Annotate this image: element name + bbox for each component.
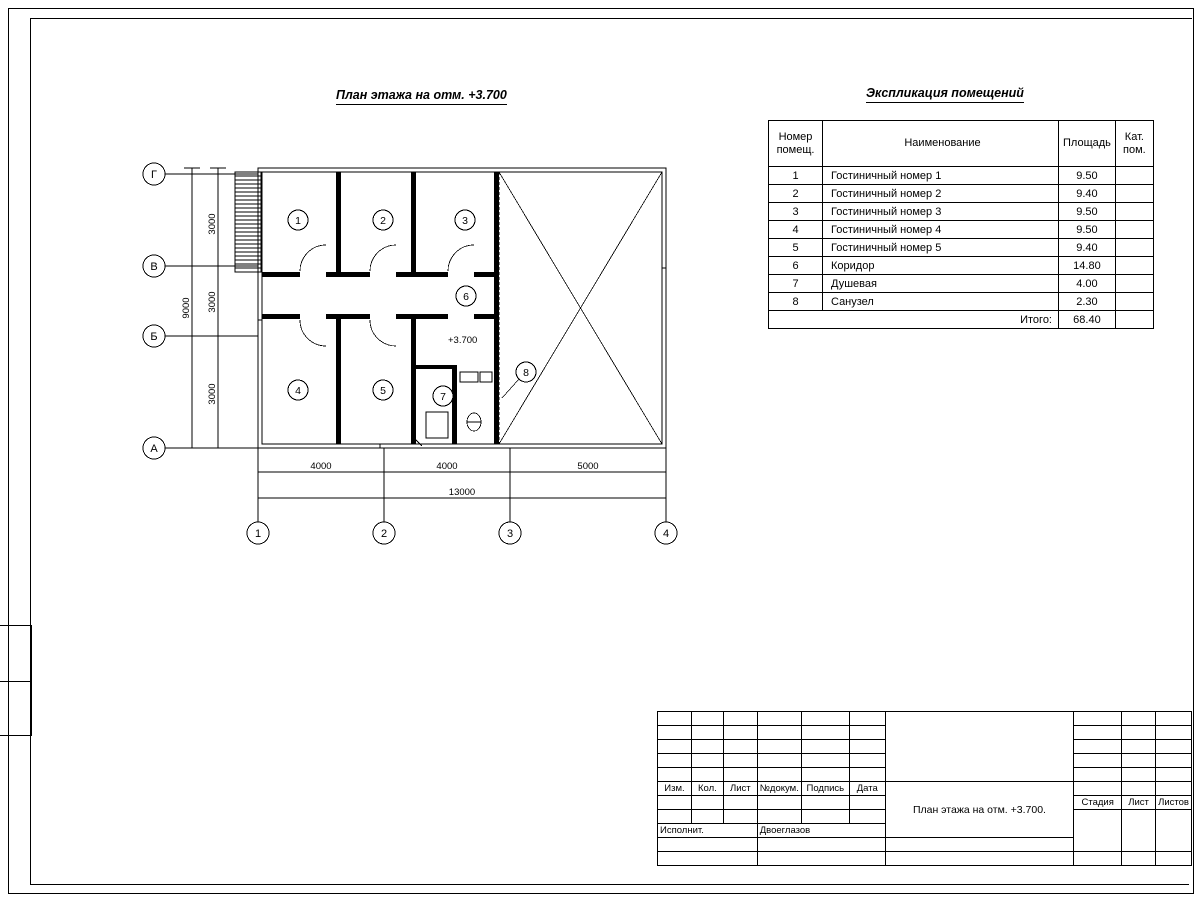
stamp-cell xyxy=(1074,712,1122,726)
door-swings xyxy=(300,245,474,346)
stamp-cell xyxy=(1156,768,1192,782)
room-bubble-5 xyxy=(373,380,393,400)
cell-category xyxy=(1115,275,1153,293)
stamp-cell xyxy=(801,726,849,740)
stamp-cell xyxy=(849,754,885,768)
stamp-cell xyxy=(723,712,757,726)
stamp-col-data: Дата xyxy=(849,782,885,796)
stamp-cell xyxy=(1122,852,1156,866)
table-row xyxy=(769,275,1154,293)
sheet-frame-top-line xyxy=(30,18,1192,19)
table-header-row xyxy=(769,121,1154,167)
cell-number: 1 xyxy=(769,167,823,185)
stamp-cell xyxy=(801,754,849,768)
cell-area: 2.30 xyxy=(1059,293,1116,311)
header-category-line1: Кат. xyxy=(1124,130,1144,143)
stamp-cell xyxy=(885,852,1074,866)
stamp-listov-value xyxy=(1156,810,1192,852)
stamp-cell xyxy=(658,726,692,740)
stamp-cell-wide xyxy=(885,712,1074,782)
cell-category xyxy=(1115,239,1153,257)
room-bubble-4 xyxy=(288,380,308,400)
stamp-cell xyxy=(757,810,801,824)
stamp-cell xyxy=(757,740,801,754)
explication-body xyxy=(769,167,1154,329)
axis-bubble-G xyxy=(143,163,258,185)
cell-area: 9.50 xyxy=(1059,221,1116,239)
title-block xyxy=(657,711,1192,883)
axis-bubble-4 xyxy=(655,448,677,544)
cell-name: Коридор xyxy=(823,257,1059,275)
hdim-2: 4000 xyxy=(436,461,458,472)
stamp-cell xyxy=(757,754,801,768)
stair-hatch xyxy=(235,172,261,272)
room-number-8: 8 xyxy=(523,367,529,379)
total-area: 68.40 xyxy=(1059,311,1116,329)
stamp-cell xyxy=(1074,768,1122,782)
axis-bubble-A xyxy=(143,437,258,459)
sanitary-fixtures xyxy=(426,372,492,438)
stamp-row xyxy=(658,852,1192,866)
explication-table xyxy=(768,120,1154,329)
stamp-cell xyxy=(658,712,692,726)
stamp-cell xyxy=(801,712,849,726)
room-number-1: 1 xyxy=(295,215,301,227)
hdim-total: 13000 xyxy=(448,487,476,498)
cell-area: 9.40 xyxy=(1059,239,1116,257)
header-number-line1: Номер xyxy=(778,130,813,143)
cell-area: 4.00 xyxy=(1059,275,1116,293)
stamp-cell xyxy=(849,726,885,740)
room-number-7: 7 xyxy=(440,391,446,403)
stamp-cell xyxy=(1074,852,1122,866)
header-name: Наименование xyxy=(823,121,1059,167)
cell-area: 14.80 xyxy=(1059,257,1116,275)
stamp-cell xyxy=(757,838,885,852)
stamp-cell xyxy=(1156,740,1192,754)
stamp-cell xyxy=(658,796,692,810)
total-label: Итого: xyxy=(823,311,1059,329)
stamp-list-header: Лист xyxy=(1122,796,1156,810)
room-number-5: 5 xyxy=(380,385,386,397)
header-category-line2: пом. xyxy=(1123,143,1146,156)
room-number-6: 6 xyxy=(463,291,469,303)
axis-number-1: 1 xyxy=(254,528,262,540)
stamp-cell xyxy=(1074,726,1122,740)
stamp-cell xyxy=(1156,782,1192,796)
stamp-blank-row xyxy=(658,712,1192,726)
stamp-cell xyxy=(1156,712,1192,726)
cell-number: 3 xyxy=(769,203,823,221)
room-number-2: 2 xyxy=(380,215,386,227)
hall-crossed-diagonals xyxy=(499,172,662,444)
table-row xyxy=(769,203,1154,221)
explication-title: Экспликация помещений xyxy=(866,86,1024,103)
stamp-col-list: Лист xyxy=(723,782,757,796)
cell-category xyxy=(1115,185,1153,203)
cell-area: 9.40 xyxy=(1059,185,1116,203)
table-row xyxy=(769,167,1154,185)
stamp-cell xyxy=(757,768,801,782)
axis-label-V: В xyxy=(150,261,158,273)
header-area: Площадь xyxy=(1059,121,1116,167)
stamp-cell xyxy=(849,740,885,754)
stamp-stadiya-value xyxy=(1074,810,1122,852)
axis-bubble-2 xyxy=(373,448,395,544)
room-bubble-6 xyxy=(456,286,476,306)
stamp-cell xyxy=(723,740,757,754)
axis-bubble-V xyxy=(143,255,258,277)
stamp-column-header-row xyxy=(658,782,1192,796)
cell-number: 5 xyxy=(769,239,823,257)
axis-label-B: Б xyxy=(150,331,158,343)
axis-label-A: А xyxy=(150,443,158,455)
cell-name: Гостиничный номер 2 xyxy=(823,185,1059,203)
stamp-cell xyxy=(801,810,849,824)
stamp-cell xyxy=(723,810,757,824)
header-category xyxy=(1115,121,1153,167)
stamp-cell xyxy=(801,768,849,782)
room-bubble-3 xyxy=(455,210,475,230)
stamp-cell xyxy=(691,754,723,768)
stamp-cell xyxy=(691,726,723,740)
stamp-cell xyxy=(757,852,885,866)
floor-plan-drawing xyxy=(130,150,700,560)
vdim-2: 3000 xyxy=(207,291,218,313)
table-total-row xyxy=(769,311,1154,329)
cell-category xyxy=(1115,221,1153,239)
stamp-cell xyxy=(1122,754,1156,768)
axis-bubble-B xyxy=(143,325,258,347)
stamp-cell xyxy=(885,838,1074,852)
stamp-cell xyxy=(723,754,757,768)
stamp-col-ndok: №докум. xyxy=(757,782,801,796)
stamp-cell xyxy=(658,838,758,852)
stamp-cell xyxy=(658,810,692,824)
total-category xyxy=(1115,311,1153,329)
stamp-cell xyxy=(849,768,885,782)
room-number-4: 4 xyxy=(295,385,301,397)
cell-number: 8 xyxy=(769,293,823,311)
stamp-cell xyxy=(691,768,723,782)
stamp-cell xyxy=(1122,782,1156,796)
stamp-cell xyxy=(723,796,757,810)
cell-category xyxy=(1115,293,1153,311)
cell-number: 6 xyxy=(769,257,823,275)
plan-title: План этажа на отм. +3.700 xyxy=(336,88,507,105)
cell-number: 4 xyxy=(769,221,823,239)
stamp-cell xyxy=(1122,712,1156,726)
cell-name: Гостиничный номер 3 xyxy=(823,203,1059,221)
stamp-cell xyxy=(757,726,801,740)
stamp-cell xyxy=(757,712,801,726)
cell-name: Гостиничный номер 4 xyxy=(823,221,1059,239)
stamp-cell xyxy=(849,712,885,726)
stamp-col-podpis: Подпись xyxy=(801,782,849,796)
axis-number-3: 3 xyxy=(506,528,514,540)
stamp-cell xyxy=(658,754,692,768)
vdim-3: 3000 xyxy=(207,383,218,405)
stamp-cell xyxy=(1156,726,1192,740)
cell-category xyxy=(1115,203,1153,221)
table-row xyxy=(769,185,1154,203)
room-bubble-1 xyxy=(288,210,308,230)
stamp-listov-header: Листов xyxy=(1156,796,1192,810)
stamp-cell xyxy=(723,768,757,782)
hdim-3: 5000 xyxy=(577,461,599,472)
stamp-executor-name: Двоеглазов xyxy=(757,824,885,838)
stamp-cell xyxy=(691,712,723,726)
cell-name: Гостиничный номер 1 xyxy=(823,167,1059,185)
room-number-3: 3 xyxy=(462,215,468,227)
table-row xyxy=(769,257,1154,275)
vdim-total: 9000 xyxy=(181,297,192,319)
stamp-cell xyxy=(691,740,723,754)
stamp-cell xyxy=(1122,726,1156,740)
cell-name: Гостиничный номер 5 xyxy=(823,239,1059,257)
room-bubble-7 xyxy=(433,386,453,406)
title-block-table xyxy=(657,711,1192,866)
stamp-cell xyxy=(1156,754,1192,768)
stamp-cell xyxy=(757,796,801,810)
stamp-cell xyxy=(723,726,757,740)
stamp-cell xyxy=(1074,754,1122,768)
left-margin-tab-upper xyxy=(0,625,32,682)
door-openings xyxy=(300,271,474,320)
axis-number-4: 4 xyxy=(662,528,670,540)
stamp-cell xyxy=(1074,782,1122,796)
cell-number: 2 xyxy=(769,185,823,203)
stamp-col-kol: Кол. xyxy=(691,782,723,796)
table-row xyxy=(769,239,1154,257)
stamp-cell xyxy=(691,796,723,810)
stamp-cell xyxy=(691,810,723,824)
stamp-cell xyxy=(801,740,849,754)
room-bubble-2 xyxy=(373,210,393,230)
stamp-cell xyxy=(658,768,692,782)
stamp-cell xyxy=(1156,852,1192,866)
cell-area: 9.50 xyxy=(1059,203,1116,221)
stamp-cell xyxy=(801,796,849,810)
vdim-1: 3000 xyxy=(207,213,218,235)
axis-number-2: 2 xyxy=(380,528,388,540)
left-margin-tab-lower xyxy=(0,680,32,736)
stamp-cell xyxy=(658,740,692,754)
total-spacer-1 xyxy=(769,311,823,329)
level-mark: +3.700 xyxy=(448,335,478,346)
cell-name: Санузел xyxy=(823,293,1059,311)
stamp-cell xyxy=(658,852,758,866)
cell-category xyxy=(1115,167,1153,185)
stamp-cell xyxy=(1122,768,1156,782)
stamp-executor-label: Исполнит. xyxy=(658,824,758,838)
stamp-cell xyxy=(849,796,885,810)
hdim-1: 4000 xyxy=(310,461,332,472)
stamp-cell xyxy=(849,810,885,824)
table-row xyxy=(769,221,1154,239)
stamp-col-izm: Изм. xyxy=(658,782,692,796)
stamp-stadiya-header: Стадия xyxy=(1074,796,1122,810)
table-row xyxy=(769,293,1154,311)
header-number-line2: помещ. xyxy=(776,143,815,156)
axis-bubble-3 xyxy=(499,448,521,544)
cell-name: Душевая xyxy=(823,275,1059,293)
stamp-cell xyxy=(1074,740,1122,754)
plan-svg xyxy=(130,150,700,560)
cell-number: 7 xyxy=(769,275,823,293)
axis-bubble-1 xyxy=(247,448,269,544)
stamp-sheet-title: План этажа на отм. +3.700. xyxy=(885,782,1074,838)
stamp-list-value xyxy=(1122,810,1156,852)
header-number xyxy=(769,121,823,167)
cell-area: 9.50 xyxy=(1059,167,1116,185)
axis-label-G: Г xyxy=(151,169,157,181)
stamp-cell xyxy=(1122,740,1156,754)
cell-category xyxy=(1115,257,1153,275)
